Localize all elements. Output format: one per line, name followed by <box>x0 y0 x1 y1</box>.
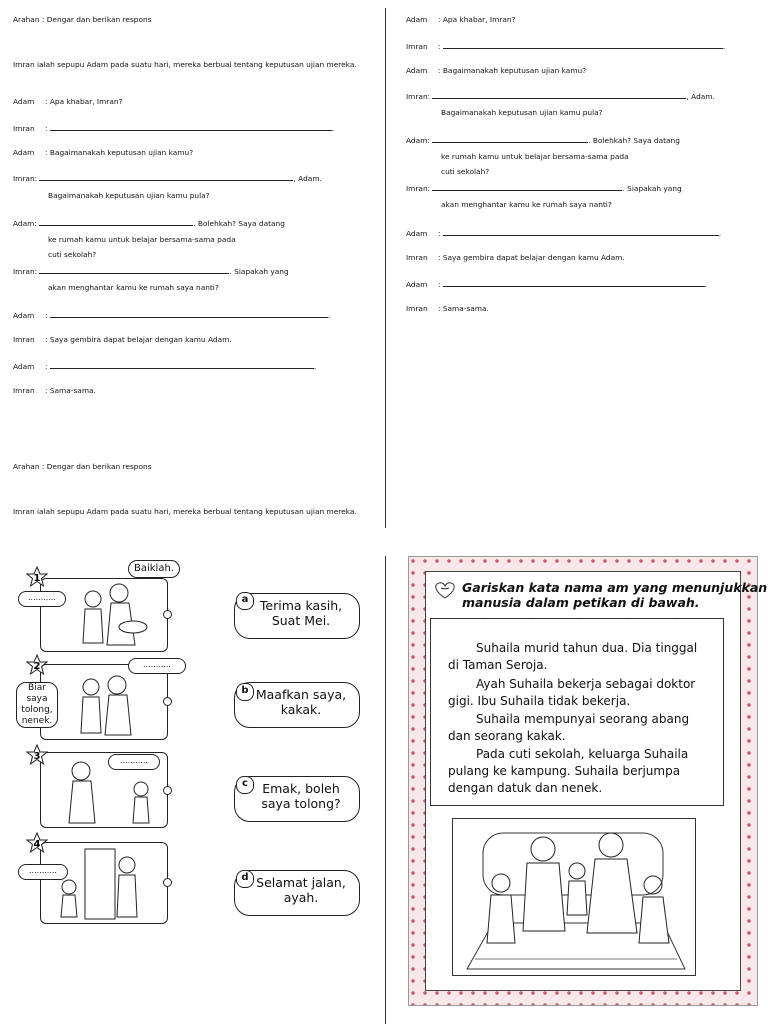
answer-blank[interactable] <box>443 41 723 49</box>
answer-blank[interactable] <box>39 173 293 181</box>
dialogue-line: Bagaimanakah keputusan ujian kamu pula? <box>441 108 603 117</box>
answer-blank[interactable] <box>443 279 705 287</box>
answer-letter-b: b <box>236 683 254 701</box>
dialogue-line: akan menghantar kamu ke rumah saya nanti? <box>48 283 219 292</box>
answer-option-b[interactable]: Maafkan saya, kakak. <box>234 682 360 728</box>
answer-blank[interactable] <box>39 266 229 274</box>
dialogue-line: Adam : . <box>406 280 708 289</box>
dialogue-line: Imran : Saya gembira dapat belajar dengan kamu Adam. <box>406 253 625 262</box>
dialogue-line: Adam: . Bolehkah? Saya datang <box>13 219 285 228</box>
story-line: Suhaila mempunyai seorang abang <box>476 712 690 726</box>
instruction: Arahan : Dengar dan berikan respons <box>13 15 152 24</box>
dialogue-line: Imran : . <box>406 42 726 51</box>
dialogue-line: cuti sekolah? <box>48 250 97 259</box>
instruction-2: Arahan : Dengar dan berikan respons <box>13 462 152 471</box>
dialogue-line: Imran: , Adam. <box>406 92 715 101</box>
family-picture-frame <box>452 818 696 976</box>
answer-blank[interactable] <box>443 228 719 236</box>
match-dot[interactable] <box>163 697 172 706</box>
answer-letter-c: c <box>236 776 254 794</box>
scene-panel-2 <box>40 664 168 740</box>
dialogue-line: Imran : . <box>13 124 335 133</box>
answer-blank[interactable] <box>432 91 686 99</box>
story-line: Ayah Suhaila bekerja sebagai doktor <box>476 677 696 691</box>
story-line: pulang ke kampung. Suhaila berjumpa <box>448 764 681 778</box>
intro-2: Imran ialah sepupu Adam pada suatu hari, mereka berbual tentang keputusan ujian mereka. <box>13 507 357 516</box>
answer-blank[interactable] <box>432 183 622 191</box>
scene-panel-1 <box>40 578 168 652</box>
speech-bubble: Baiklah. <box>128 560 180 578</box>
dialogue-line: Adam : Apa khabar, Imran? <box>13 97 123 106</box>
dialogue-line: Imran : Saya gembira dapat belajar dengan kamu Adam. <box>13 335 232 344</box>
speech-bubble: ........... <box>128 658 186 674</box>
speech-bubble: ........... <box>18 864 68 880</box>
dialogue-line: Adam : Bagaimanakah keputusan ujian kamu? <box>406 66 587 75</box>
heart-icon <box>432 580 458 600</box>
dialogue-line: Bagaimanakah keputusan ujian kamu pula? <box>48 191 210 200</box>
svg-text:3: 3 <box>33 751 41 762</box>
answer-option-d[interactable]: Selamat jalan, ayah. <box>234 870 360 916</box>
match-dot[interactable] <box>163 610 172 619</box>
family-illustration <box>453 819 695 975</box>
dialogue-line: ke rumah kamu untuk belajar bersama-sama pada <box>441 152 629 161</box>
star-number-2 <box>26 654 48 676</box>
answer-option-a[interactable]: Terima kasih, Suat Mei. <box>234 593 360 639</box>
story-line: Suhaila murid tahun dua. Dia tinggal <box>476 641 698 655</box>
answer-blank[interactable] <box>39 218 193 226</box>
family-scene-illustration <box>41 579 167 651</box>
vertical-divider-bottom <box>385 556 386 1024</box>
dialogue-line: ke rumah kamu untuk belajar bersama-sama pada <box>48 235 236 244</box>
star-number-3 <box>26 744 48 766</box>
intro: Imran ialah sepupu Adam pada suatu hari, mereka berbual tentang keputusan ujian mereka. <box>13 60 357 69</box>
dialogue-line: Adam : . <box>406 229 722 238</box>
svg-text:1: 1 <box>33 573 41 584</box>
answer-blank[interactable] <box>50 123 332 131</box>
svg-text:2: 2 <box>33 661 41 672</box>
star-number-1 <box>26 566 48 588</box>
dialogue-line: Adam : Bagaimanakah keputusan ujian kamu? <box>13 148 194 157</box>
story-line: Pada cuti sekolah, keluarga Suhaila <box>476 747 689 761</box>
dialogue-line: Adam : . <box>13 311 331 320</box>
story-line: gigi. Ibu Suhaila tidak bekerja. <box>448 694 631 708</box>
dialogue-line: Imran: . Siapakah yang <box>406 184 682 193</box>
match-dot[interactable] <box>163 878 172 887</box>
dialogue-line: Adam : . <box>13 362 317 371</box>
scene-panel-4 <box>40 842 168 924</box>
grandmother-scene-illustration <box>41 665 167 739</box>
speech-bubble: ........... <box>18 591 66 607</box>
dialogue-line: Adam: . Bolehkah? Saya datang <box>406 136 680 145</box>
answer-letter-a: a <box>236 592 254 610</box>
answer-blank[interactable] <box>50 361 314 369</box>
match-dot[interactable] <box>163 786 172 795</box>
dialogue-line: Imran : Sama-sama. <box>13 386 96 395</box>
answer-blank[interactable] <box>432 135 588 143</box>
story-line: di Taman Seroja. <box>448 658 548 672</box>
father-child-door-scene-illustration <box>41 843 167 923</box>
dialogue-line: cuti sekolah? <box>441 167 490 176</box>
worksheet-title: Gariskan kata nama am yang menunjukkan manusia dalam petikan di bawah. <box>462 580 768 610</box>
dialogue-line: Imran: , Adam. <box>13 174 322 183</box>
svg-text:4: 4 <box>33 839 41 850</box>
dialogue-line: Adam : Apa khabar, Imran? <box>406 15 516 24</box>
answer-blank[interactable] <box>50 310 328 318</box>
dialogue-line: Imran: . Siapakah yang <box>13 267 289 276</box>
story-line: dan seorang kakak. <box>448 729 566 743</box>
speech-bubble: ........... <box>108 754 160 770</box>
star-number-4 <box>26 832 48 854</box>
speech-bubble: Biar saya tolong, nenek. <box>16 682 58 728</box>
story-line: dengan datuk dan nenek. <box>448 781 603 795</box>
answer-option-c[interactable]: Emak, boleh saya tolong? <box>234 776 360 822</box>
answer-letter-d: d <box>236 870 254 888</box>
vertical-divider-top <box>385 8 386 528</box>
dialogue-line: Imran : Sama-sama. <box>406 304 489 313</box>
dialogue-line: akan menghantar kamu ke rumah saya nanti? <box>441 200 612 209</box>
